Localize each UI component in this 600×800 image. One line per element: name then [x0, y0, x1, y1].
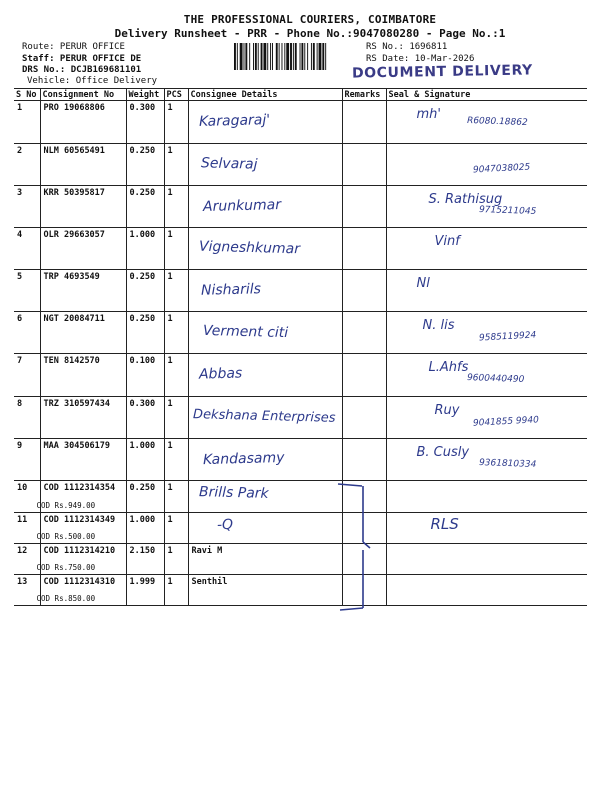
- table-row: [14, 575, 587, 606]
- cell-consignment: [40, 186, 126, 228]
- barcode-bar: [286, 43, 289, 70]
- handwritten-consignee: Dekshana Enterprises: [192, 407, 336, 426]
- pcs-value: 1: [167, 356, 173, 366]
- handwritten-consignee: Selvaraj: [200, 155, 258, 173]
- cell-sno: [14, 354, 40, 397]
- consignment-number: COD 1112314349: [43, 515, 116, 525]
- barcode-bar: [307, 43, 308, 70]
- table-row: [14, 144, 587, 186]
- signature-phone: 9041855 9940: [472, 415, 539, 429]
- cell-remarks: [342, 439, 386, 481]
- pcs-value: 1: [167, 103, 173, 113]
- table-row: [14, 513, 587, 544]
- cell-pcs: [164, 481, 188, 513]
- barcode-bar: [267, 43, 268, 70]
- handwritten-consignee: Abbas: [198, 365, 242, 383]
- barcode-bar: [253, 43, 254, 70]
- cell-weight: [126, 312, 164, 354]
- table-row: [14, 481, 587, 513]
- cell-pcs: [164, 439, 188, 481]
- weight-value: 0.300: [129, 103, 156, 113]
- barcode-bar: [279, 43, 280, 70]
- sno-text: 10: [17, 483, 28, 493]
- signature-mark: B. Cusly: [416, 445, 470, 460]
- sno-text: 1: [17, 103, 23, 113]
- cell-consignment: [36, 513, 126, 544]
- handwritten-consignee: Brills Park: [198, 484, 269, 502]
- col-header-weight: Weight: [126, 89, 164, 101]
- barcode-bar: [237, 43, 238, 70]
- barcode-bar: [295, 43, 297, 70]
- cell-pcs: [164, 270, 188, 312]
- cell-weight: [126, 228, 164, 270]
- cell-consignment: [36, 481, 126, 513]
- cell-sno: [14, 312, 40, 354]
- col-header-consignee: Consignee Details: [188, 89, 342, 101]
- company-title: THE PROFESSIONAL COURIERS, COIMBATORE: [183, 13, 437, 26]
- barcode-bar: [313, 43, 315, 70]
- barcode-bar: [258, 43, 259, 70]
- consignment-number: TRP 4693549: [43, 272, 100, 282]
- cell-consignee: [188, 575, 342, 606]
- cell-sno: [14, 186, 40, 228]
- consignment-number: TRZ 310597434: [43, 399, 111, 409]
- cell-pcs: [164, 544, 188, 575]
- weight-value: 2.150: [129, 546, 156, 556]
- staff-text: Staff: PERUR OFFICE DE: [22, 53, 142, 64]
- cell-consignee: [188, 513, 342, 544]
- handwritten-consignee: -Q: [216, 516, 233, 534]
- barcode-bar: [300, 43, 301, 70]
- cell-sno: [14, 144, 40, 186]
- cell-sno: [14, 439, 40, 481]
- sno-text: 9: [17, 441, 23, 451]
- cell-remarks: [342, 270, 386, 312]
- sno-text: 8: [17, 399, 23, 409]
- cell-consignee: [188, 544, 342, 575]
- cell-remarks: [342, 186, 386, 228]
- cell-consignee: [188, 228, 342, 270]
- rs-date: RS Date: 10-Mar-2026: [366, 53, 475, 64]
- consignment-number: OLR 29663057: [43, 230, 105, 240]
- table-row: [14, 312, 587, 354]
- barcode-bar: [270, 43, 271, 70]
- consignment-number: MAA 304506179: [43, 441, 111, 451]
- col-header-remarks: Remarks: [342, 89, 386, 101]
- consignment-number: NGT 20084711: [43, 314, 105, 324]
- sno-text: 5: [17, 272, 23, 282]
- cell-consignment: [40, 101, 126, 144]
- weight-value: 0.300: [129, 399, 156, 409]
- signature-mark: S. Rathisug: [428, 192, 503, 207]
- sno-text: 2: [17, 146, 23, 156]
- cell-remarks: [342, 228, 386, 270]
- consignment-number: KRR 50395817: [43, 188, 105, 198]
- drs-number: DRS No.: DCJB169681101: [22, 65, 142, 75]
- cell-consignee: [188, 439, 342, 481]
- handwritten-consignee: Verment citi: [202, 322, 288, 342]
- barcode-bar: [276, 43, 278, 70]
- cell-consignment: [40, 439, 126, 481]
- signature-phone: 9047038025: [472, 162, 530, 176]
- barcode-image: [234, 43, 360, 70]
- barcode-bar: [249, 43, 250, 70]
- cell-consignment: [40, 228, 126, 270]
- table-row: [14, 186, 587, 228]
- header-left-block: [22, 42, 141, 77]
- cell-consignee: [188, 481, 342, 513]
- cell-weight: [126, 397, 164, 439]
- cell-signature: [386, 481, 587, 513]
- pcs-value: 1: [167, 230, 173, 240]
- table-row: [14, 397, 587, 439]
- col-header-consignment: Consignment No: [40, 89, 126, 101]
- cell-consignee: [188, 312, 342, 354]
- cell-sno: [14, 270, 40, 312]
- consignee-name: Senthil: [191, 577, 228, 587]
- signature-phone: 9361810334: [478, 458, 536, 470]
- cell-signature: [386, 513, 587, 544]
- signature-phone: R6080.18862: [466, 115, 528, 129]
- weight-value: 0.250: [129, 483, 156, 493]
- weight-value: 1.000: [129, 441, 156, 451]
- consignment-number: COD 1112314354: [43, 483, 116, 493]
- weight-value: 0.100: [129, 356, 156, 366]
- weight-value: 0.250: [129, 146, 156, 156]
- handwritten-consignee: Arunkumar: [202, 196, 281, 216]
- cell-consignee: [188, 186, 342, 228]
- barcode-bar: [234, 43, 236, 70]
- barcode-bar: [272, 43, 273, 70]
- cell-weight: [126, 144, 164, 186]
- cell-signature: [386, 397, 587, 439]
- weight-value: 1.000: [129, 515, 156, 525]
- barcode-bar: [263, 43, 266, 70]
- cell-consignee: [188, 101, 342, 144]
- runsheet-table: [14, 88, 587, 606]
- cell-remarks: [342, 354, 386, 397]
- cell-signature: [386, 439, 587, 481]
- cell-pcs: [164, 101, 188, 144]
- cell-remarks: [342, 312, 386, 354]
- signature-phone: 9715211045: [478, 205, 536, 217]
- barcode-bar: [255, 43, 257, 70]
- cell-consignment: [36, 544, 126, 575]
- barcode-bar: [245, 43, 247, 70]
- runsheet-subtitle: Delivery Runsheet - PRR - Phone No.:9047080280 - Page No.:1: [114, 27, 506, 40]
- consignment-number: COD 1112314310: [43, 577, 116, 587]
- cell-consignment: [36, 575, 126, 606]
- barcode-bar: [304, 43, 305, 70]
- sno-text: 11: [17, 515, 28, 525]
- cell-pcs: [164, 354, 188, 397]
- vehicle-text: Vehicle: Office Delivery: [27, 76, 158, 86]
- signature-mark: Nl: [416, 276, 430, 291]
- cell-pcs: [164, 144, 188, 186]
- col-header-sno: S No: [14, 89, 40, 101]
- cell-signature: [386, 354, 587, 397]
- barcode-bar: [322, 43, 324, 70]
- signature-phone: 9600440490: [466, 373, 524, 385]
- barcode-bar: [293, 43, 294, 70]
- pcs-value: 1: [167, 441, 173, 451]
- cell-weight: [126, 575, 164, 606]
- consignee-name: Ravi M: [191, 546, 223, 556]
- weight-value: 1.000: [129, 230, 156, 240]
- barcode-bar: [311, 43, 312, 70]
- signature-mark: RLS: [430, 515, 459, 533]
- cell-consignment: [40, 354, 126, 397]
- cell-sno: [14, 228, 40, 270]
- sno-text: 7: [17, 356, 23, 366]
- cod-amount: COD Rs.750.00: [36, 563, 96, 572]
- barcode-bar: [325, 43, 326, 70]
- table-header-row: [14, 89, 587, 101]
- header-right-block: [366, 42, 474, 65]
- cell-pcs: [164, 397, 188, 439]
- barcode-bar: [319, 43, 322, 70]
- cell-weight: [126, 101, 164, 144]
- barcode-bar: [261, 43, 263, 70]
- handwritten-consignee: Nisharils: [200, 281, 261, 299]
- cell-weight: [126, 481, 164, 513]
- cod-amount: COD Rs.500.00: [36, 532, 96, 541]
- cell-consignment: [40, 270, 126, 312]
- consignment-number: TEN 8142570: [43, 356, 100, 366]
- cell-pcs: [164, 186, 188, 228]
- route-text: Route: PERUR OFFICE: [22, 42, 125, 52]
- pcs-value: 1: [167, 146, 173, 156]
- cell-sno: [14, 101, 40, 144]
- cell-pcs: [164, 575, 188, 606]
- pcs-value: 1: [167, 188, 173, 198]
- signature-mark: mh': [416, 107, 441, 122]
- cell-weight: [126, 186, 164, 228]
- cell-signature: [386, 270, 587, 312]
- sno-text: 13: [17, 577, 28, 587]
- rs-number: RS No.: 1696811: [366, 42, 448, 52]
- table-row: [14, 101, 587, 144]
- cell-weight: [126, 354, 164, 397]
- signature-phone: 9585119924: [478, 330, 536, 344]
- cell-consignment: [40, 397, 126, 439]
- handwritten-consignee: Karagaraj': [198, 112, 270, 130]
- sno-text: 12: [17, 546, 28, 556]
- cell-signature: [386, 312, 587, 354]
- cod-amount: COD Rs.850.00: [36, 594, 96, 603]
- handwritten-consignee: Vigneshkumar: [198, 238, 300, 258]
- cell-pcs: [164, 312, 188, 354]
- consignment-number: NLM 60565491: [43, 146, 105, 156]
- consignment-number: PRO 19068806: [43, 103, 105, 113]
- barcode-bar: [240, 43, 243, 70]
- cell-weight: [126, 544, 164, 575]
- table-row: [14, 228, 587, 270]
- cell-consignment: [40, 312, 126, 354]
- barcode-bar: [244, 43, 245, 70]
- barcode-bar: [290, 43, 292, 70]
- cell-sno: [14, 397, 40, 439]
- cell-signature: [386, 544, 587, 575]
- pcs-value: 1: [167, 577, 173, 587]
- sno-text: 3: [17, 188, 23, 198]
- cell-pcs: [164, 228, 188, 270]
- cell-signature: [386, 228, 587, 270]
- cell-consignee: [188, 354, 342, 397]
- pcs-value: 1: [167, 483, 173, 493]
- cell-remarks: [342, 397, 386, 439]
- weight-value: 0.250: [129, 188, 156, 198]
- pcs-value: 1: [167, 515, 173, 525]
- consignment-number: COD 1112314210: [43, 546, 116, 556]
- table-row: [14, 544, 587, 575]
- table-row: [14, 439, 587, 481]
- sno-text: 6: [17, 314, 23, 324]
- pcs-value: 1: [167, 399, 173, 409]
- weight-value: 1.999: [129, 577, 156, 587]
- cell-signature: [386, 101, 587, 144]
- barcode-bar: [317, 43, 318, 70]
- signature-mark: Vinf: [434, 234, 460, 249]
- cell-weight: [126, 439, 164, 481]
- cell-signature: [386, 144, 587, 186]
- pcs-value: 1: [167, 314, 173, 324]
- sno-text: 4: [17, 230, 23, 240]
- weight-value: 0.250: [129, 314, 156, 324]
- cod-amount: COD Rs.949.00: [36, 501, 96, 510]
- table-row: [14, 354, 587, 397]
- cell-pcs: [164, 513, 188, 544]
- handwritten-bracket: [332, 480, 372, 616]
- signature-mark: L.Ahfs: [428, 360, 469, 375]
- cell-signature: [386, 186, 587, 228]
- col-header-signature: Seal & Signature: [386, 89, 587, 101]
- barcode-bar: [301, 43, 303, 70]
- col-header-pcs: PCS: [164, 89, 188, 101]
- cell-remarks: [342, 101, 386, 144]
- weight-value: 0.250: [129, 272, 156, 282]
- cell-signature: [386, 575, 587, 606]
- table-row: [14, 270, 587, 312]
- handwritten-consignee: Kandasamy: [202, 449, 285, 469]
- cell-consignee: [188, 397, 342, 439]
- signature-mark: N. lis: [422, 318, 455, 333]
- barcode-bar: [284, 43, 285, 70]
- cell-remarks: [342, 144, 386, 186]
- cell-weight: [126, 513, 164, 544]
- cell-consignee: [188, 144, 342, 186]
- cell-consignment: [40, 144, 126, 186]
- pcs-value: 1: [167, 546, 173, 556]
- signature-mark: Ruy: [434, 403, 460, 418]
- cell-consignee: [188, 270, 342, 312]
- pcs-value: 1: [167, 272, 173, 282]
- barcode-bar: [282, 43, 283, 70]
- cell-weight: [126, 270, 164, 312]
- document-delivery-stamp: DOCUMENT DELIVERY: [351, 62, 534, 82]
